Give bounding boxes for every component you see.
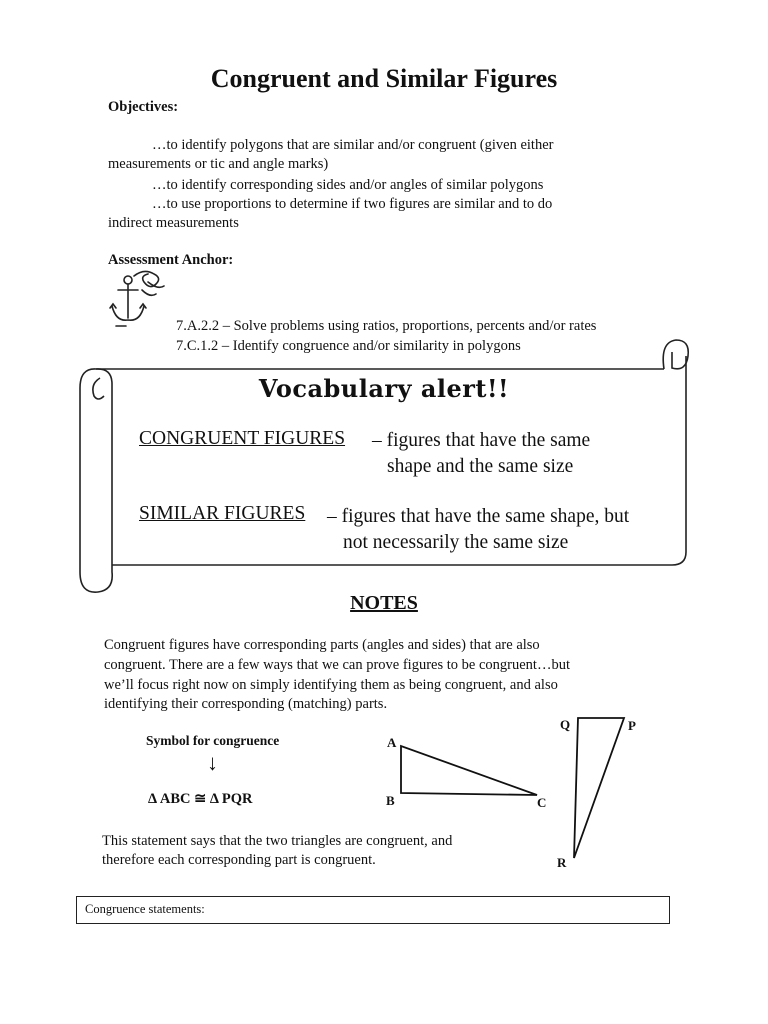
symbol-label: Symbol for congruence: [146, 733, 280, 748]
objective-line-2: measurements or tic and angle marks): [108, 156, 329, 172]
notes-heading: NOTES: [350, 592, 418, 614]
vertex-q-label: Q: [560, 717, 571, 732]
anchor-line-2: 7.C.1.2 – Identify congruence and/or similarity in polygons: [176, 338, 521, 354]
congruent-definition-2: shape and the same size: [387, 456, 574, 477]
vertex-a-label: A: [387, 735, 397, 750]
congruence-statements-label: Congruence statements:: [85, 902, 205, 916]
objective-line-4: …to use proportions to determine if two figures are similar and to do: [152, 196, 553, 212]
objective-line-5: indirect measurements: [108, 215, 239, 231]
notes-line-1: Congruent figures have corresponding parts (angles and sides) that are also: [104, 637, 540, 653]
notes-line-2: congruent. There are a few ways that we can prove figures to be congruent…but: [104, 657, 570, 673]
congruence-statement: Δ ABC ≅ Δ PQR: [148, 791, 253, 807]
notes-line-4: identifying their corresponding (matching) parts.: [104, 696, 388, 712]
vertex-p-label: P: [628, 718, 636, 733]
triangle-pqr: [574, 718, 624, 858]
objective-line-3: …to identify corresponding sides and/or angles of similar polygons: [152, 177, 544, 193]
objective-line-1: …to identify polygons that are similar and/or congruent (given either: [152, 137, 554, 153]
objectives-heading: Objectives:: [108, 99, 179, 115]
congruent-term: CONGRUENT FIGURES: [139, 428, 346, 449]
explanation-line-2: therefore each corresponding part is congruent.: [102, 852, 376, 868]
vertex-b-label: B: [386, 793, 395, 808]
anchor-line-1: 7.A.2.2 – Solve problems using ratios, proportions, percents and/or rates: [176, 318, 597, 334]
similar-definition-1: – figures that have the same shape, but: [327, 506, 630, 527]
vertex-c-label: C: [537, 795, 547, 810]
down-arrow-icon: ↓: [207, 750, 218, 775]
congruence-statements-box[interactable]: [76, 896, 670, 924]
vertex-r-label: R: [557, 855, 567, 870]
assessment-heading: Assessment Anchor:: [108, 252, 234, 268]
notes-line-3: we’ll focus right now on simply identifying them as being congruent, and also: [104, 677, 558, 693]
triangle-abc: [401, 746, 537, 795]
vocabulary-heading: Vocabulary alert!!: [258, 374, 510, 403]
similar-term: SIMILAR FIGURES: [139, 503, 306, 524]
congruent-definition-1: – figures that have the same: [372, 430, 591, 451]
explanation-line-1: This statement says that the two triangles are congruent, and: [102, 833, 453, 849]
similar-definition-2: not necessarily the same size: [343, 532, 569, 553]
page-title: Congruent and Similar Figures: [210, 64, 558, 93]
